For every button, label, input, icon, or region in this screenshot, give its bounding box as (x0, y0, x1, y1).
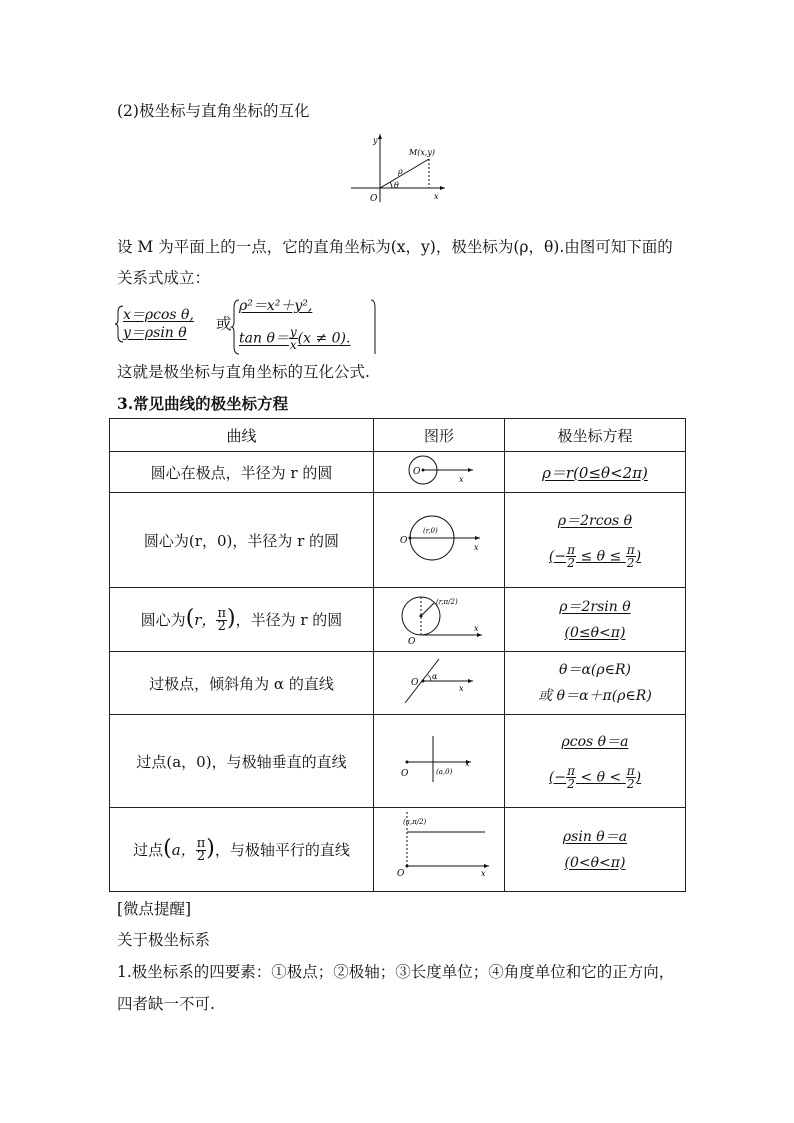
tip-text-2: 四者缺一不可. (117, 995, 215, 1013)
table-row (110, 715, 686, 808)
table-row (110, 588, 686, 652)
conversion-formulas (115, 298, 385, 358)
figure-cell (374, 493, 505, 588)
figure-cell (374, 808, 505, 892)
frac-den: 2 (217, 619, 226, 635)
center-label: (r,π/2) (436, 597, 458, 606)
line-through-pole-figure (399, 655, 479, 707)
equation-cell (505, 493, 686, 588)
curve-a: a， (171, 840, 196, 859)
rho-label: ρ (398, 167, 403, 176)
curve-cell: 圆心为(r，0)，半径为 r 的圆 (110, 493, 374, 588)
curve-cell: 过点(a， $\frac{\pi}{2}$ )，与极轴平行的直线 (110, 808, 374, 892)
tip-heading: [微点提醒] (117, 900, 192, 918)
alpha-label: α (432, 672, 438, 681)
theta-label: θ (394, 181, 399, 190)
equation-line-1: ρcos θ＝a (561, 733, 629, 750)
equation-cell (505, 588, 686, 652)
frac-den: 2 (626, 776, 635, 791)
x-label: x (465, 759, 470, 768)
figure-cell (374, 715, 505, 808)
equation-line-2: (0≤θ<π) (564, 624, 626, 641)
x-label: x (474, 623, 479, 633)
intro-line-1: 设 M 为平面上的一点，它的直角坐标为(x，y)，极坐标为(ρ，θ).由图可知下面的 (117, 238, 673, 256)
point-label: (a,0) (436, 768, 453, 776)
figure-cell (374, 588, 505, 652)
right-bracket-2 (369, 298, 379, 356)
equation-cell: ρ＝r(0≤θ<2π) (505, 452, 686, 493)
figure-cell (374, 452, 505, 493)
curve-cell: 过点(a，0)，与极轴垂直的直线 (110, 715, 374, 808)
equation-cell (505, 808, 686, 892)
origin-label: O (408, 636, 416, 645)
origin-label: O (401, 769, 409, 779)
frac-num: π (567, 542, 576, 557)
equation-cell (505, 652, 686, 715)
equation-line-1: ρsin θ＝a (562, 828, 628, 845)
equation-line-1: θ＝α(ρ∈R) (559, 662, 631, 678)
minus-sign: − (554, 548, 567, 564)
origin-label: O (370, 194, 378, 204)
or-label: 或 (216, 315, 232, 333)
circle-at-r-pi2-figure (394, 591, 484, 645)
x-label: x (459, 475, 464, 484)
frac-num: π (217, 606, 226, 622)
equation-line-2: (− $\frac{\pi}{2}$ < θ < $\frac{\pi}{2}$ ) (548, 763, 642, 791)
frac-num: π (626, 763, 635, 778)
x-label: x (481, 868, 486, 878)
curve-cell: 过极点，倾斜角为 α 的直线 (110, 652, 374, 715)
frac-den: 2 (626, 555, 635, 570)
table-row (110, 452, 686, 493)
point-label: M(x,y) (409, 148, 436, 157)
vertical-line-figure (399, 732, 479, 786)
curve-cell: 圆心在极点，半径为 r 的圆 (110, 452, 374, 493)
minus-sign: − (554, 769, 567, 785)
equation-line-1: ρ＝2rcos θ (557, 512, 633, 529)
x-label: x (474, 543, 479, 552)
header-figure: 图形 (374, 419, 505, 452)
curve-post: ，半径为 r 的圆 (235, 610, 343, 629)
tan-prefix: tan θ＝ (239, 330, 289, 347)
curve-post: ，与极轴平行的直线 (214, 840, 350, 859)
header-equation: 极坐标方程 (505, 419, 686, 452)
conclusion-text: 这就是极坐标与直角坐标的互化公式. (117, 363, 370, 381)
formula-rho2: ρ²＝x²＋y², (239, 298, 313, 314)
polar-rect-figure (345, 130, 450, 206)
range-mid: < θ < (580, 769, 622, 785)
intro-line-2: 关系式成立： (117, 269, 211, 287)
formula-y: y＝ρsin θ (123, 325, 187, 341)
equation-line-2: 或 θ＝α＋π(ρ∈R) (538, 688, 652, 704)
origin-label: O (400, 536, 408, 546)
origin-label: O (413, 467, 421, 477)
circle-at-r0-figure (394, 513, 484, 563)
frac-den: 2 (567, 555, 575, 570)
curve-pre: 过点 (133, 840, 164, 859)
table-row (110, 652, 686, 715)
tip-text-1: 1.极坐标系的四要素：①极点；②极轴；③长度单位；④角度单位和它的正方向， (117, 963, 675, 981)
table-row (110, 808, 686, 892)
equation-line-1: ρ＝2rsin θ (559, 598, 631, 615)
formula-tan (239, 326, 350, 351)
frac-num: π (567, 763, 576, 778)
curve-pre: 圆心为 (140, 610, 186, 629)
frac-num: π (196, 836, 206, 852)
point-label: (a,π/2) (403, 817, 427, 826)
table-header-row (110, 419, 686, 452)
tan-frac-num: y (289, 325, 297, 339)
center-label: (r,0) (423, 527, 438, 535)
table-row (110, 493, 686, 588)
origin-label: O (397, 868, 405, 879)
tan-condition: (x ≠ 0). (297, 330, 351, 347)
y-axis-label: y (373, 136, 378, 145)
tip-subheading: 关于极坐标系 (117, 931, 211, 949)
curve-cell: 圆心为(r， $\frac{\pi}{2}$ )，半径为 r 的圆 (110, 588, 374, 652)
curve-r: r， (194, 610, 217, 629)
section-heading: (2)极坐标与直角坐标的互化 (117, 102, 310, 120)
equation-cell (505, 715, 686, 808)
polar-curves-table (109, 418, 686, 892)
equation-line-2: (− $\frac{\pi}{2}$ ≤ θ ≤ $\frac{\pi}{2}$ ) (548, 542, 642, 570)
equation-line-2: (0<θ<π) (564, 854, 626, 871)
figure-cell (374, 652, 505, 715)
formula-x: x＝ρcos θ, (123, 307, 194, 323)
tan-frac-den: x (289, 338, 297, 352)
table-heading: 3.常见曲线的极坐标方程 (117, 394, 289, 413)
frac-num: π (626, 542, 635, 557)
horizontal-line-figure (389, 810, 489, 886)
circle-at-pole-figure (399, 452, 479, 488)
origin-label: O (411, 678, 419, 688)
header-curve: 曲线 (110, 419, 374, 452)
frac-den: 2 (567, 776, 575, 791)
frac-den: 2 (196, 849, 206, 865)
x-axis-label: x (434, 192, 439, 201)
range-mid: ≤ θ ≤ (580, 548, 622, 564)
tan-fraction (289, 326, 298, 351)
x-label: x (459, 684, 464, 693)
